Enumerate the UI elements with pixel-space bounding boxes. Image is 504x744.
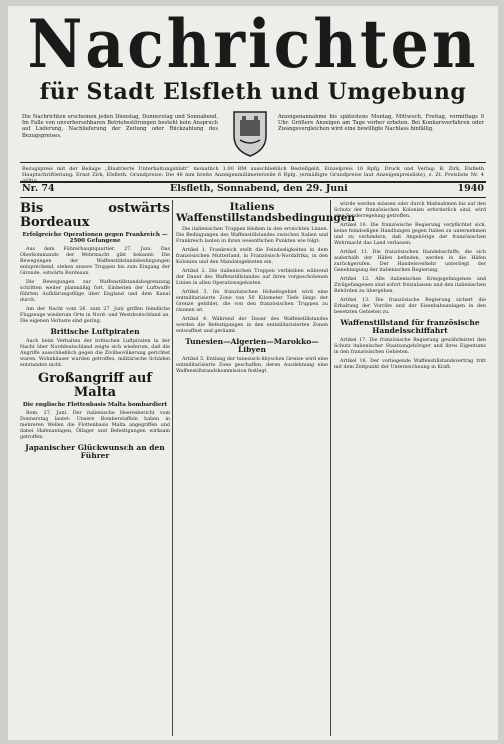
column-rule bbox=[172, 200, 173, 736]
subheadline: Die englische Flottenbasis Malta bombardiert bbox=[22, 402, 168, 409]
masthead bbox=[20, 6, 486, 105]
newspaper-title: Nachrichten bbox=[27, 6, 479, 84]
article-paragraph: Artikel 2. Die italienischen Truppen verbleiben während der Dauer des Waffenstillstandes auf ihren vorgeschobenen Linien in allen Operationsgebieten. bbox=[176, 269, 328, 287]
column-2 bbox=[176, 201, 356, 378]
article-paragraph: Artikel 4. Während der Dauer des Waffenstillstandes werden die Befestigungen in den entmilitarisierten Zonen entwaffnet und geräumt. bbox=[176, 317, 328, 335]
issue-dateline bbox=[20, 182, 486, 196]
article-paragraph: Artikel 10. Die französische Regierung verpflichtet sich, keine feindseligen Handlungen gegen Italien zu unternehmen und zu verhindern, daß Angehörige der französischen Wehrmacht das Land verlassen. bbox=[334, 223, 486, 246]
article-paragraph: Artikel 1. Frankreich stellt die Feindseligkeiten in dem französischen Mutterland, in Französisch-Nordafrika, in den Kolonien und den Mandatsgebieten ein. bbox=[176, 248, 328, 266]
column-1 bbox=[20, 202, 170, 463]
article-paragraph: Artikel 12. Alle italienischen Kriegsgefangenen und Zivilgefangenen sind sofort freizulassen und den italienischen Behörden zu übergeben. bbox=[334, 277, 486, 294]
article-paragraph: Aus dem Führerhauptquartier, 27. Juni. Das Oberkommando der Wehrmacht gibt bekannt: Die Bewegungen der Waffenstillstandsbedingungen entsprechend, stehen unsere Truppen bis zum Eingang der Gironde, ostwärts Bordeaux. bbox=[20, 247, 170, 277]
article-paragraph: Artikel 17. Die französische Regierung gewährleistet den Schutz italienischer Staatsangehöriger und ihres Eigentums in den französischen Gebieten. bbox=[334, 337, 486, 355]
newspaper-page bbox=[8, 6, 498, 740]
publisher-info-left: Die Nachrichten erscheinen jeden Dienstag, Donnerstag und Sonnabend. Im Falle von unvorhersehbaren Betriebsstörungen besteht kein Anspruch auf Lieferung, Nachlieferung der Zeitung oder Rückzahlung des Bezugspreises. bbox=[22, 114, 218, 139]
article-paragraph: Artikel 13. Die französische Regierung sichert die Erhaltung der Vorräte und der Eisenbahnanlagen in den besetzten Gebieten zu. bbox=[334, 298, 486, 315]
newspaper-subtitle: für Stadt Elsfleth und Umgebung bbox=[39, 79, 467, 105]
coat-of-arms-icon bbox=[230, 106, 270, 158]
headline: Waffenstillstand für französische Handelsschiffahrt bbox=[340, 318, 480, 335]
subscription-rate-note: Bezugspreis mit der Beilage „Illustrierte Unterhaltungsblatt“ monatlich 1.00 RM ausschließlich Bestellgeld. Einzelpreis 10 Rpfg. Druck und Verlag: B. Zirk, Elsfleth Hauptschriftleitung: Ernst Zirk, Elsfleth. Grundpreise: Die 46 mm breite Anzeigenmillimeterzeile 6 Rpfg. (ermäßigte Grundpreise laut Anzeigenpreisliste), z. Zt. Preisliste Nr. 4 gültig. bbox=[22, 166, 484, 184]
article-paragraph: Artikel 11. Die französischen Handelsschiffe, die sich außerhalb der Häfen befinden, werden in die Häfen zurückgerufen. Der Handelsverkehr unterliegt der Genehmigung der italienischen Regierung. bbox=[334, 250, 486, 273]
article-paragraph: Auch beim Verhalten der britischen Luftpiraten in der Nacht über Norddeutschland zeigte sich wiederum, daß die Angriffe ausschließlich gegen die Zivilbevölkerung gerichtet waren. Wohnhäuser wurden getroffen, militärische Schäden entstanden nicht. bbox=[20, 339, 170, 369]
headline: Japanischer Glückwunsch an den Führer bbox=[25, 443, 165, 461]
headline: Bis ostwärts Bordeaux bbox=[20, 201, 170, 230]
issue-number: Nr. 74 bbox=[22, 183, 55, 194]
article-paragraph: Artikel 18. Der vorliegende Waffenstillstandsvertrag tritt mit dem Zeitpunkt der Unterzeichnung in Kraft. bbox=[334, 358, 486, 370]
subheadline: Erfolgreiche Operationen gegen Frankreich — 2500 Gefangene bbox=[22, 232, 168, 245]
article-paragraph: Die italienischen Truppen bleiben in den erreichten Linien. Die Bedingungen des Waffenstillstandes zwischen Italien und Frankreich lauten in ihren wesentlichen Punkten wie folgt: bbox=[176, 227, 328, 245]
headline: Großangriff auf Malta bbox=[38, 371, 152, 400]
article-paragraph: Die Bewegungen zur Waffenstillstandsbegrenzung schritten weiter planmäßig fort. Einheiten der Luftwaffe führten Aufklärungsflüge über England und dem Kanal durch. bbox=[20, 280, 170, 304]
article-paragraph: Am der Nacht vom 26. zum 27. Juni griffen feindliche Flugzeuge wiederum Orte in Nord- und Westdeutschland an. Die eigenen Verluste sind gering. bbox=[20, 307, 170, 325]
divider bbox=[20, 162, 486, 163]
article-paragraph: Rom, 27. Juni. Der italienische Heeresbericht vom Donnerstag lautet: Unsere Bomberstaffeln haben in mehreren Wellen die Flottenbasis Malta angegriffen und dabei Hafenanlagen, Öllager und Befestigungen wirksam getroffen. bbox=[20, 411, 170, 441]
column-rule bbox=[330, 200, 331, 736]
article-paragraph: Artikel 5. Entlang der tunesisch-libyschen Grenze wird eine entmilitarisierte Zone geschaffen, deren Ausdehnung eine Waffenstillstandskommission festlegt. bbox=[176, 356, 328, 374]
headline: Italiens Waffenstillstandsbedingungen bbox=[176, 201, 356, 225]
divider bbox=[20, 197, 486, 198]
publisher-info-right: Anzeigenannahme bis spätestens Montag, Mittwoch, Freitag, vormittags 9 Uhr. Größere Anzeigen am Tage vorher erbeten. Bei Konkursverfahren oder Zwangsvergleichen wird eine bewilligte Nachlass hinfällig. bbox=[278, 114, 484, 133]
article-paragraph: würde werden müssen oder durch Maßnahmen bis auf den Schutz der französischen Kolonien erforderlich sind, wird eine Sonderregelung getroffen. bbox=[334, 202, 486, 219]
headline: Britische Luftpiraten bbox=[50, 327, 140, 337]
issue-date: Elsfleth, Sonnabend, den 29. Juni bbox=[170, 183, 348, 194]
headline: Tunesien—Algerien—Marokko—Libyen bbox=[185, 337, 319, 354]
issue-year: 1940 bbox=[457, 183, 484, 194]
article-paragraph: Artikel 3. Im französischen Hoheitsgebiet wird eine entmilitarisierte Zone von 50 Kilometer Tiefe längs der Grenze gebildet, die von den französischen Truppen zu räumen ist. bbox=[176, 290, 328, 314]
column-3 bbox=[334, 202, 486, 374]
